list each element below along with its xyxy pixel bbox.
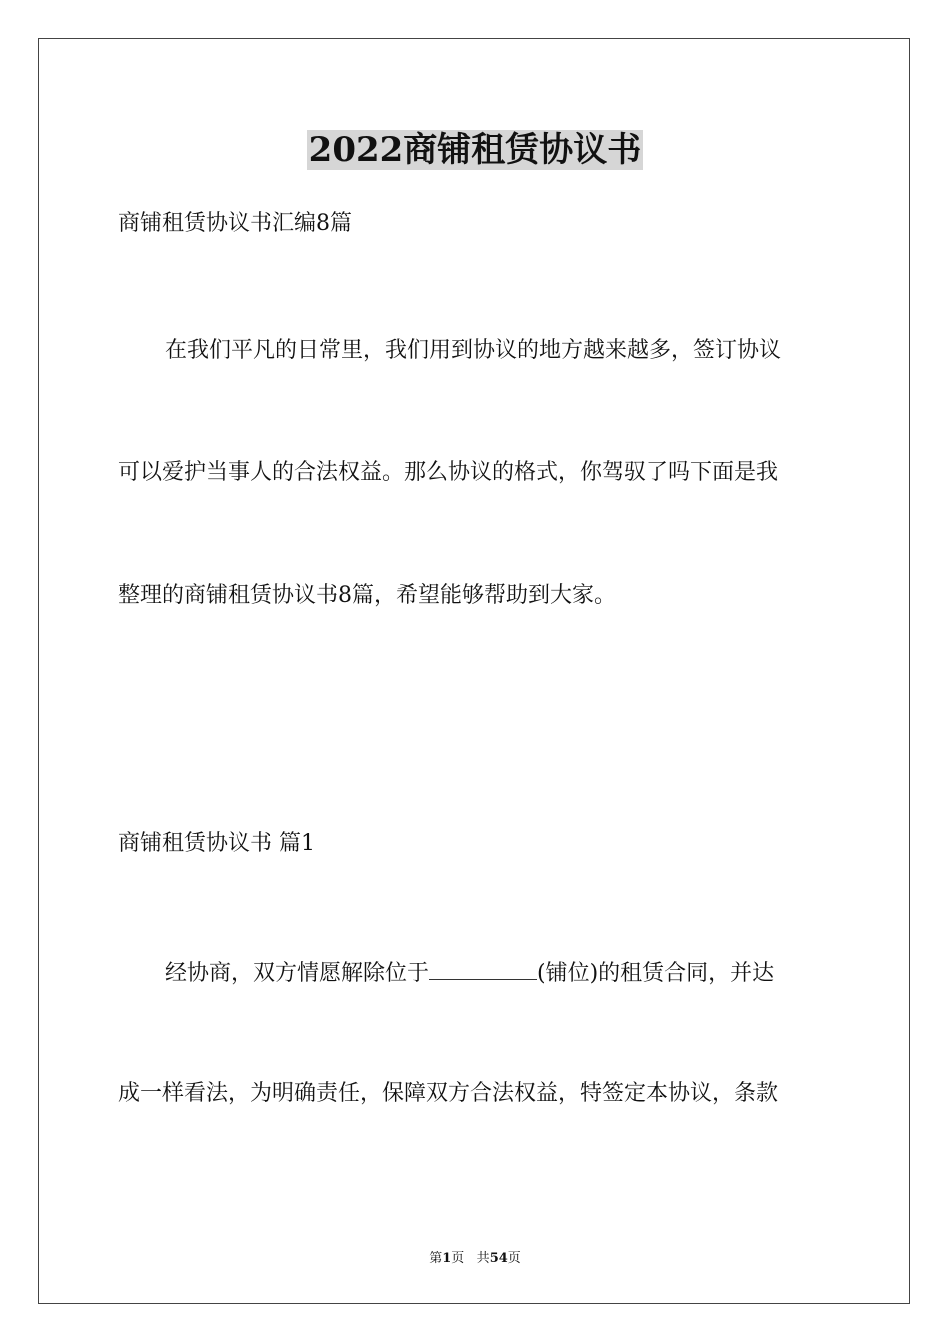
body-line-1-after: (铺位)的租赁合同，并达 xyxy=(537,961,775,986)
title-text: 2022商铺租赁协议书 xyxy=(308,130,642,170)
document-subtitle: 商铺租赁协议书汇编8篇 xyxy=(118,211,352,236)
total-suffix: 页 xyxy=(507,1251,521,1266)
page-number: 1 xyxy=(442,1251,452,1266)
total-pages: 54 xyxy=(489,1251,508,1266)
page-prefix: 第 xyxy=(429,1251,443,1266)
intro-line-3: 整理的商铺租赁协议书8篇，希望能够帮助到大家。 xyxy=(118,583,616,608)
total-prefix: 共 xyxy=(476,1251,490,1266)
intro-line-1: 在我们平凡的日常里，我们用到协议的地方越来越多，签订协议 xyxy=(165,338,782,363)
section-heading: 商铺租赁协议书 篇1 xyxy=(118,831,315,856)
fill-in-blank xyxy=(429,957,537,980)
intro-line-2: 可以爱护当事人的合法权益。那么协议的格式，你驾驭了吗下面是我 xyxy=(118,460,779,485)
body-line-1-before: 经协商，双方情愿解除位于 xyxy=(165,961,430,986)
body-line-2: 成一样看法，为明确责任，保障双方合法权益，特签定本协议，条款 xyxy=(118,1081,779,1106)
page-footer xyxy=(0,1247,950,1266)
document-title xyxy=(0,128,950,172)
page-suffix: 页 xyxy=(451,1251,465,1266)
body-line-1 xyxy=(165,957,774,989)
